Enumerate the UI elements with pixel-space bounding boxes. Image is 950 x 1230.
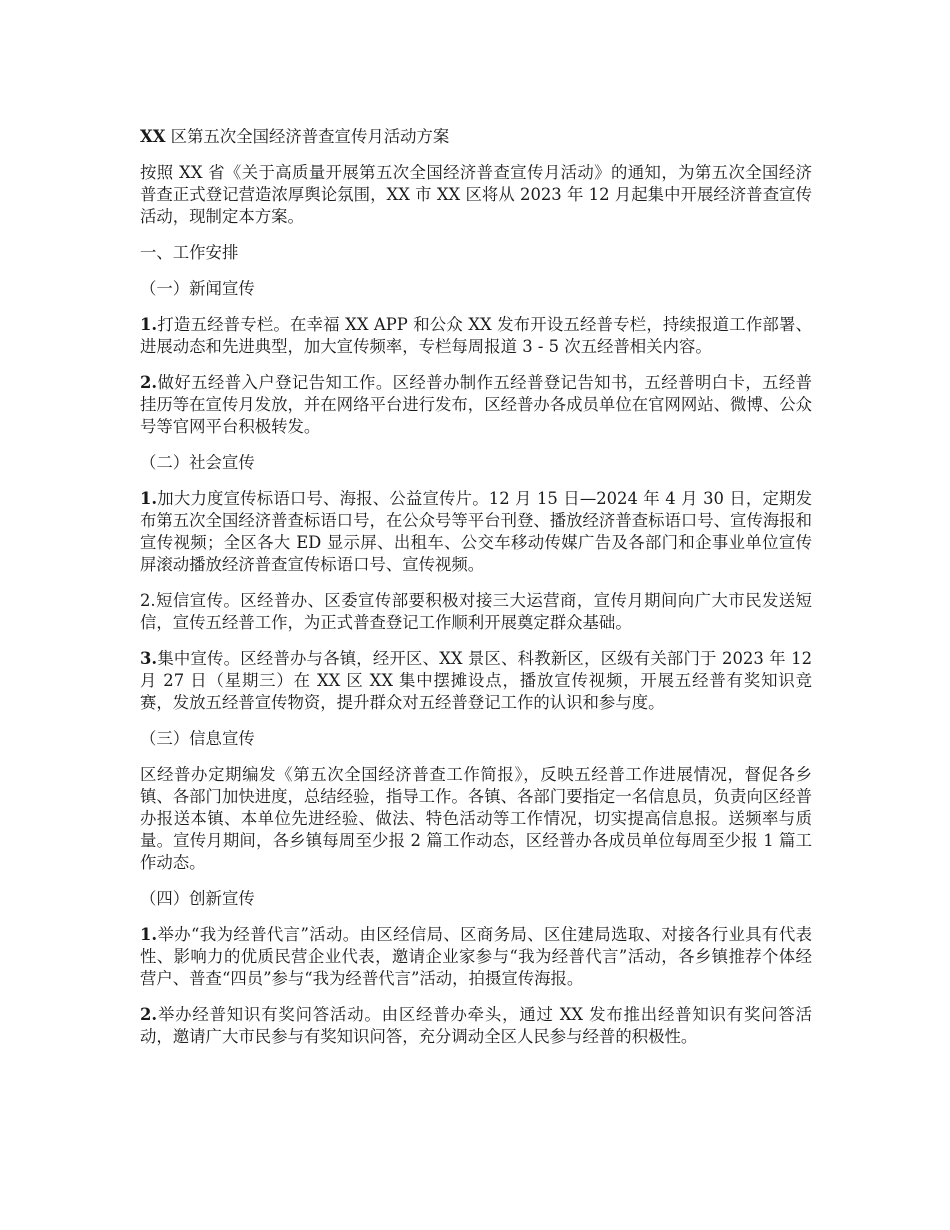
item-news-2 — [140, 372, 812, 438]
item-number: 3. — [140, 649, 158, 668]
subheading-social-publicity: （二）社会宣传 — [140, 453, 255, 472]
subheading-news-publicity: （一）新闻宣传 — [140, 279, 255, 298]
item-text: 举办“我为经普代言”活动。由区经信局、区商务局、区住建局选取、对接各行业具有代表性、影响力的优质民营企业代表，邀请企业家参与“我为经普代言”活动，各乡镇推荐个体经营户、普查“四员”参与“我为经普代言”活动，拍摄宣传海报。 — [140, 925, 812, 988]
title-rest: 区第五次全国经济普查宣传月活动方案 — [165, 127, 450, 146]
item-information: 区经普办定期编发《第五次全国经济普查工作简报》，反映五经普工作进展情况，督促各乡镇、各部门加快进度，总结经验，指导工作。各镇、各部门要指定一名信息员，负责向区经普办报送本镇、本单位先进经验、做法、特色活动等工作情况，切实提高信息报。送频率与质量。宣传月期间，各乡镇每周至少报 2 篇工作动态，区经普办各成员单位每周至少报 1 篇工作动态。 — [140, 765, 813, 872]
item-innovative-1 — [140, 924, 812, 990]
item-social-2: 2.短信宣传。区经普办、区委宣传部要积极对接三大运营商，宣传月期间向广大市民发送短信，宣传五经普工作，为正式普查登记工作顺利开展奠定群众基础。 — [140, 591, 812, 632]
item-text: 集中宣传。区经普办与各镇，经开区、XX 景区、科教新区，区级有关部门于 2023 年 12 月 27 日（星期三）在 XX 区 XX 集中摆摊设点，播放宣传视频，开展五经普有奖知识竞赛，发放五经普宣传物资，提升群众对五经普登记工作的认识和参与度。 — [140, 649, 812, 712]
item-social-3 — [140, 648, 812, 714]
item-news-1 — [140, 314, 812, 358]
document-page — [140, 126, 812, 1062]
intro-paragraph: 按照 XX 省《关于高质量开展第五次全国经济普查宣传月活动》的通知，为第五次全国经济普查正式登记营造浓厚舆论氛围，XX 市 XX 区将从 2023 年 12 月起集中开展经济普查宣传活动，现制定本方案。 — [140, 163, 812, 226]
title-lead: XX — [140, 127, 166, 146]
section-heading-work-arrangement: 一、工作安排 — [140, 243, 239, 262]
item-text: 打造五经普专栏。在幸福 XX APP 和公众 XX 发布开设五经普专栏，持续报道工作部署、进展动态和先进典型，加大宣传频率，专栏每周报道 3 - 5 次五经普相关内容。 — [140, 315, 812, 356]
item-innovative-2 — [140, 1004, 812, 1048]
item-social-1 — [140, 488, 812, 576]
item-number: 1. — [140, 489, 158, 508]
item-text: 加大力度宣传标语口号、海报、公益宣传片。12 月 15 日—2024 年 4 月 30 日，定期发布第五次全国经济普查标语口号，在公众号等平台刊登、播放经济普查标语口号、宣传海报和宣传视频；全区各大 ED 显示屏、出租车、公交车移动传媒广告及各部门和企事业单位宣传屏滚动播放经济普查宣传标语口号、宣传视频。 — [140, 489, 813, 574]
item-number: 1. — [140, 925, 158, 944]
subheading-innovative-publicity: （四）创新宣传 — [140, 889, 255, 908]
item-text: 做好五经普入户登记告知工作。区经普办制作五经普登记告知书，五经普明白卡，五经普挂历等在宣传月发放，并在网络平台进行发布，区经普办各成员单位在官网网站、微博、公众号等官网平台积极转发。 — [140, 373, 813, 436]
item-number: 2. — [140, 1005, 158, 1024]
document-title — [140, 126, 812, 148]
subheading-information-publicity: （三）信息宣传 — [140, 729, 255, 748]
item-text: 举办经普知识有奖问答活动。由区经普办牵头，通过 XX 发布推出经普知识有奖问答活动，邀请广大市民参与有奖知识问答，充分调动全区人民参与经普的积极性。 — [140, 1005, 812, 1046]
item-number: 2. — [140, 373, 158, 392]
item-number: 1. — [140, 315, 158, 334]
